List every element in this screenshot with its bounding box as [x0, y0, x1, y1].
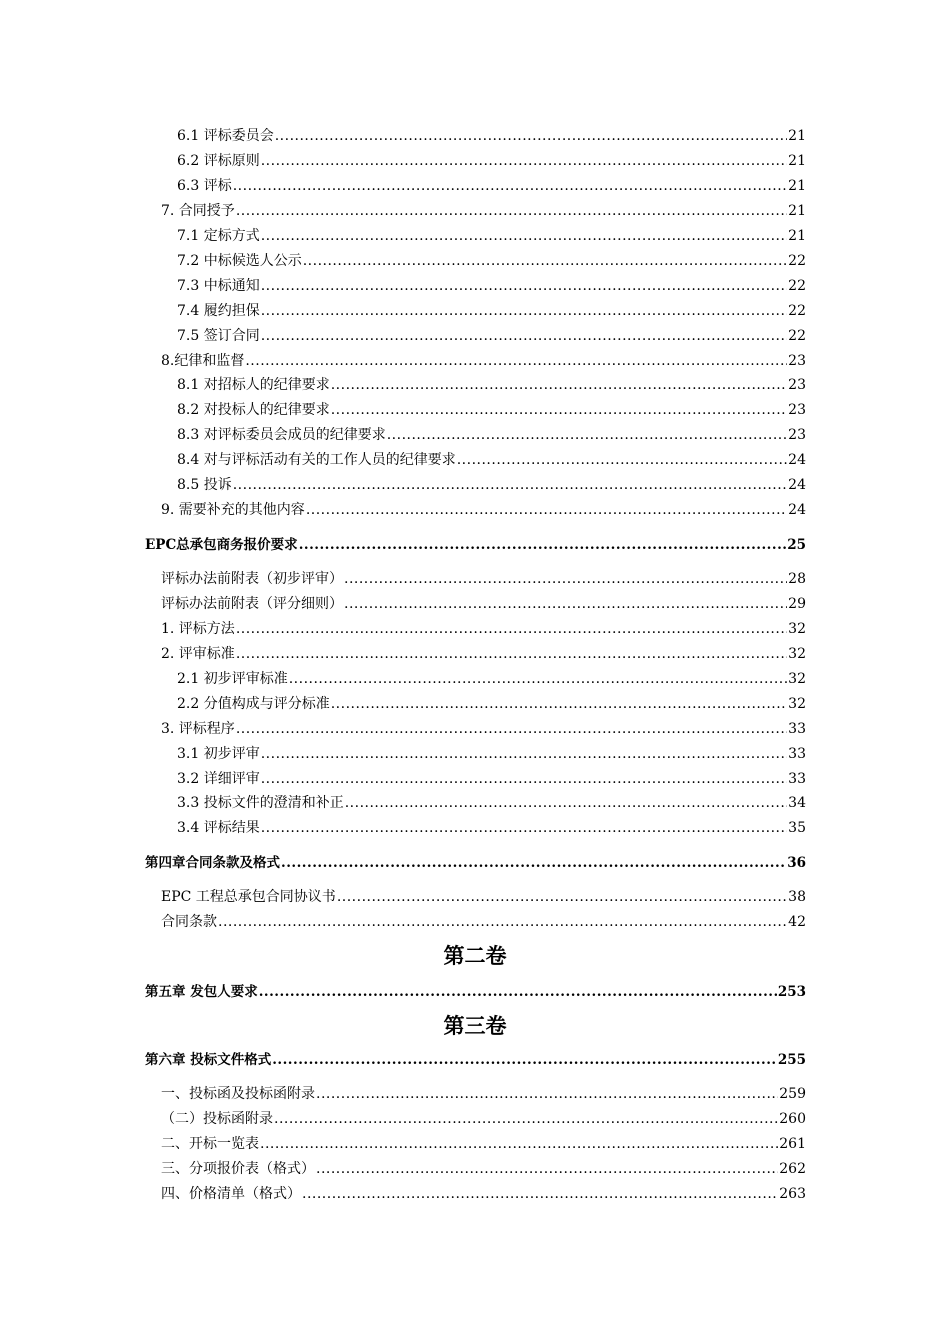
toc-entry-page: 32: [788, 646, 806, 662]
toc-entry-page: 21: [788, 228, 806, 244]
toc-entry-title: 三、分项报价表（格式）: [161, 1161, 315, 1177]
toc-entry[interactable]: [161, 644, 806, 664]
toc-entry-page: 263: [779, 1186, 806, 1202]
dot-leader: [316, 1159, 778, 1179]
toc-entry-page: 23: [788, 402, 806, 418]
toc-entry[interactable]: [161, 594, 806, 614]
dot-leader: [245, 351, 787, 371]
toc-entry-title: 9. 需要补充的其他内容: [161, 502, 305, 518]
dot-leader: [306, 500, 787, 520]
toc-entry-title: （二）投标函附录: [161, 1111, 273, 1127]
toc-entry[interactable]: [177, 126, 806, 146]
toc-entry-title: 8.纪律和监督: [161, 353, 245, 369]
dot-leader: [345, 793, 787, 813]
toc-entry[interactable]: [161, 912, 806, 932]
toc-entry[interactable]: [145, 853, 806, 873]
volume-heading-2: 第二卷: [443, 943, 507, 968]
toc-entry[interactable]: [145, 535, 806, 555]
toc-entry-page: 253: [777, 984, 806, 1000]
toc-entry[interactable]: [177, 251, 806, 271]
toc-entry-title: 第六章 投标文件格式: [145, 1052, 272, 1068]
toc-entry-page: 33: [788, 771, 806, 787]
toc-entry-title: EPC 工程总承包合同协议书: [161, 889, 336, 905]
dot-leader: [261, 326, 787, 346]
toc-entry-title: 8.5 投诉: [177, 477, 232, 493]
toc-entry[interactable]: [177, 818, 806, 838]
toc-entry-page: 23: [788, 427, 806, 443]
toc-entry-page: 32: [788, 621, 806, 637]
toc-entry[interactable]: [161, 1109, 806, 1129]
toc-entry-page: 24: [788, 502, 806, 518]
toc-entry-title: 第五章 发包人要求: [145, 984, 258, 1000]
toc-entry-page: 22: [788, 278, 806, 294]
toc-entry-title: 8.2 对投标人的纪律要求: [177, 402, 330, 418]
toc-entry-page: 22: [788, 253, 806, 269]
toc-entry-title: 7.4 履约担保: [177, 303, 260, 319]
toc-entry[interactable]: [177, 669, 806, 689]
toc-entry[interactable]: [177, 176, 806, 196]
dot-leader: [261, 769, 787, 789]
dot-leader: [233, 176, 787, 196]
toc-entry-page: 259: [779, 1086, 806, 1102]
toc-entry[interactable]: [161, 619, 806, 639]
toc-entry-title: 7.2 中标候选人公示: [177, 253, 302, 269]
toc-entry-title: 四、价格清单（格式）: [161, 1186, 301, 1202]
toc-entry-page: 261: [779, 1136, 806, 1152]
toc-entry[interactable]: [161, 201, 806, 221]
toc-entry-page: 21: [788, 128, 806, 144]
toc-entry[interactable]: [177, 400, 806, 420]
toc-entry-title: 2.1 初步评审标准: [177, 671, 288, 687]
toc-entry-title: 8.4 对与评标活动有关的工作人员的纪律要求: [177, 452, 456, 468]
dot-leader: [236, 719, 787, 739]
toc-entry[interactable]: [161, 351, 806, 371]
toc-entry-title: 3.4 评标结果: [177, 820, 260, 836]
dot-leader: [236, 644, 787, 664]
toc-entry-title: 6.1 评标委员会: [177, 128, 274, 144]
toc-entry-page: 22: [788, 328, 806, 344]
toc-entry-title: 1. 评标方法: [161, 621, 235, 637]
volume-heading-3: 第三卷: [443, 1013, 507, 1038]
dot-leader: [274, 1109, 778, 1129]
toc-entry[interactable]: [177, 694, 806, 714]
dot-leader: [344, 594, 787, 614]
toc-entry-title: 3.3 投标文件的澄清和补正: [177, 795, 344, 811]
toc-entry-title: 2.2 分值构成与评分标准: [177, 696, 330, 712]
toc-entry[interactable]: [177, 326, 806, 346]
toc-entry-page: 24: [788, 477, 806, 493]
toc-entry[interactable]: [177, 226, 806, 246]
toc-entry-page: 24: [788, 452, 806, 468]
toc-entry[interactable]: [161, 500, 806, 520]
toc-entry[interactable]: [177, 769, 806, 789]
toc-entry-title: 评标办法前附表（初步评审）: [161, 571, 343, 587]
toc-entry-title: 2. 评审标准: [161, 646, 235, 662]
toc-entry-title: 7. 合同授予: [161, 203, 235, 219]
toc-entry-title: 一、投标函及投标函附录: [161, 1086, 315, 1102]
toc-entry[interactable]: [161, 1159, 806, 1179]
toc-entry[interactable]: [177, 375, 806, 395]
toc-entry-title: 7.3 中标通知: [177, 278, 260, 294]
toc-entry-page: 29: [788, 596, 806, 612]
dot-leader: [387, 425, 787, 445]
dot-leader: [233, 475, 787, 495]
dot-leader: [344, 569, 787, 589]
dot-leader: [331, 375, 787, 395]
dot-leader: [337, 887, 787, 907]
toc-entry-page: 21: [788, 203, 806, 219]
toc-entry-title: 合同条款: [161, 914, 217, 930]
toc-entry-page: 262: [779, 1161, 806, 1177]
toc-entry-title: 第四章合同条款及格式: [145, 855, 280, 871]
toc-entry-page: 21: [788, 178, 806, 194]
dot-leader: [303, 251, 787, 271]
toc-entry-title: 3.2 详细评审: [177, 771, 260, 787]
toc-entry[interactable]: [177, 475, 806, 495]
toc-entry[interactable]: [161, 1184, 806, 1204]
toc-entry-page: 25: [787, 537, 806, 553]
dot-leader: [261, 818, 787, 838]
toc-entry-title: 3. 评标程序: [161, 721, 235, 737]
toc-entry[interactable]: [145, 982, 806, 1002]
dot-leader: [261, 744, 787, 764]
toc-entry-page: 35: [788, 820, 806, 836]
toc-entry-page: 33: [788, 721, 806, 737]
dot-leader: [218, 912, 787, 932]
toc-entry-page: 34: [788, 795, 806, 811]
toc-entry-page: 28: [788, 571, 806, 587]
toc-entry-page: 32: [788, 696, 806, 712]
toc-entry[interactable]: [145, 1050, 806, 1070]
dot-leader: [299, 535, 787, 555]
toc-entry-page: 36: [787, 855, 806, 871]
dot-leader: [275, 126, 787, 146]
toc-entry-title: 7.5 签订合同: [177, 328, 260, 344]
toc-entry-title: EPC总承包商务报价要求: [145, 537, 298, 553]
toc-entry[interactable]: [161, 569, 806, 589]
dot-leader: [281, 853, 786, 873]
toc-entry[interactable]: [161, 1134, 806, 1154]
dot-leader: [261, 276, 787, 296]
toc-entry[interactable]: [177, 151, 806, 171]
toc-entry-title: 7.1 定标方式: [177, 228, 260, 244]
dot-leader: [316, 1084, 778, 1104]
toc-entry[interactable]: [161, 887, 806, 907]
toc-entry-page: 38: [788, 889, 806, 905]
toc-entry-title: 8.1 对招标人的纪律要求: [177, 377, 330, 393]
toc-entry-page: 255: [777, 1052, 806, 1068]
toc-entry-title: 6.2 评标原则: [177, 153, 260, 169]
toc-entry[interactable]: [177, 744, 806, 764]
dot-leader: [236, 619, 787, 639]
dot-leader: [302, 1184, 778, 1204]
toc-entry-title: 二、开标一览表: [161, 1136, 259, 1152]
dot-leader: [289, 669, 787, 689]
dot-leader: [331, 400, 787, 420]
toc-entry[interactable]: [177, 450, 806, 470]
dot-leader: [272, 1050, 777, 1070]
toc-entry[interactable]: [177, 793, 806, 813]
dot-leader: [259, 982, 777, 1002]
toc-entry-title: 8.3 对评标委员会成员的纪律要求: [177, 427, 386, 443]
dot-leader: [331, 694, 787, 714]
toc-entry-page: 260: [779, 1111, 806, 1127]
dot-leader: [260, 1134, 778, 1154]
dot-leader: [457, 450, 787, 470]
dot-leader: [261, 226, 787, 246]
toc-entry-page: 23: [788, 377, 806, 393]
dot-leader: [261, 151, 787, 171]
toc-entry[interactable]: [177, 276, 806, 296]
toc-entry-page: 42: [788, 914, 806, 930]
toc-entry[interactable]: [161, 719, 806, 739]
toc-entry-page: 22: [788, 303, 806, 319]
toc-entry[interactable]: [161, 1084, 806, 1104]
toc-entry-title: 6.3 评标: [177, 178, 232, 194]
toc-entry[interactable]: [177, 301, 806, 321]
toc-entry-page: 23: [788, 353, 806, 369]
toc-entry-page: 32: [788, 671, 806, 687]
dot-leader: [236, 201, 787, 221]
toc-entry-title: 评标办法前附表（评分细则）: [161, 596, 343, 612]
dot-leader: [261, 301, 787, 321]
toc-entry-page: 21: [788, 153, 806, 169]
toc-entry-title: 3.1 初步评审: [177, 746, 260, 762]
toc-entry[interactable]: [177, 425, 806, 445]
toc-entry-page: 33: [788, 746, 806, 762]
